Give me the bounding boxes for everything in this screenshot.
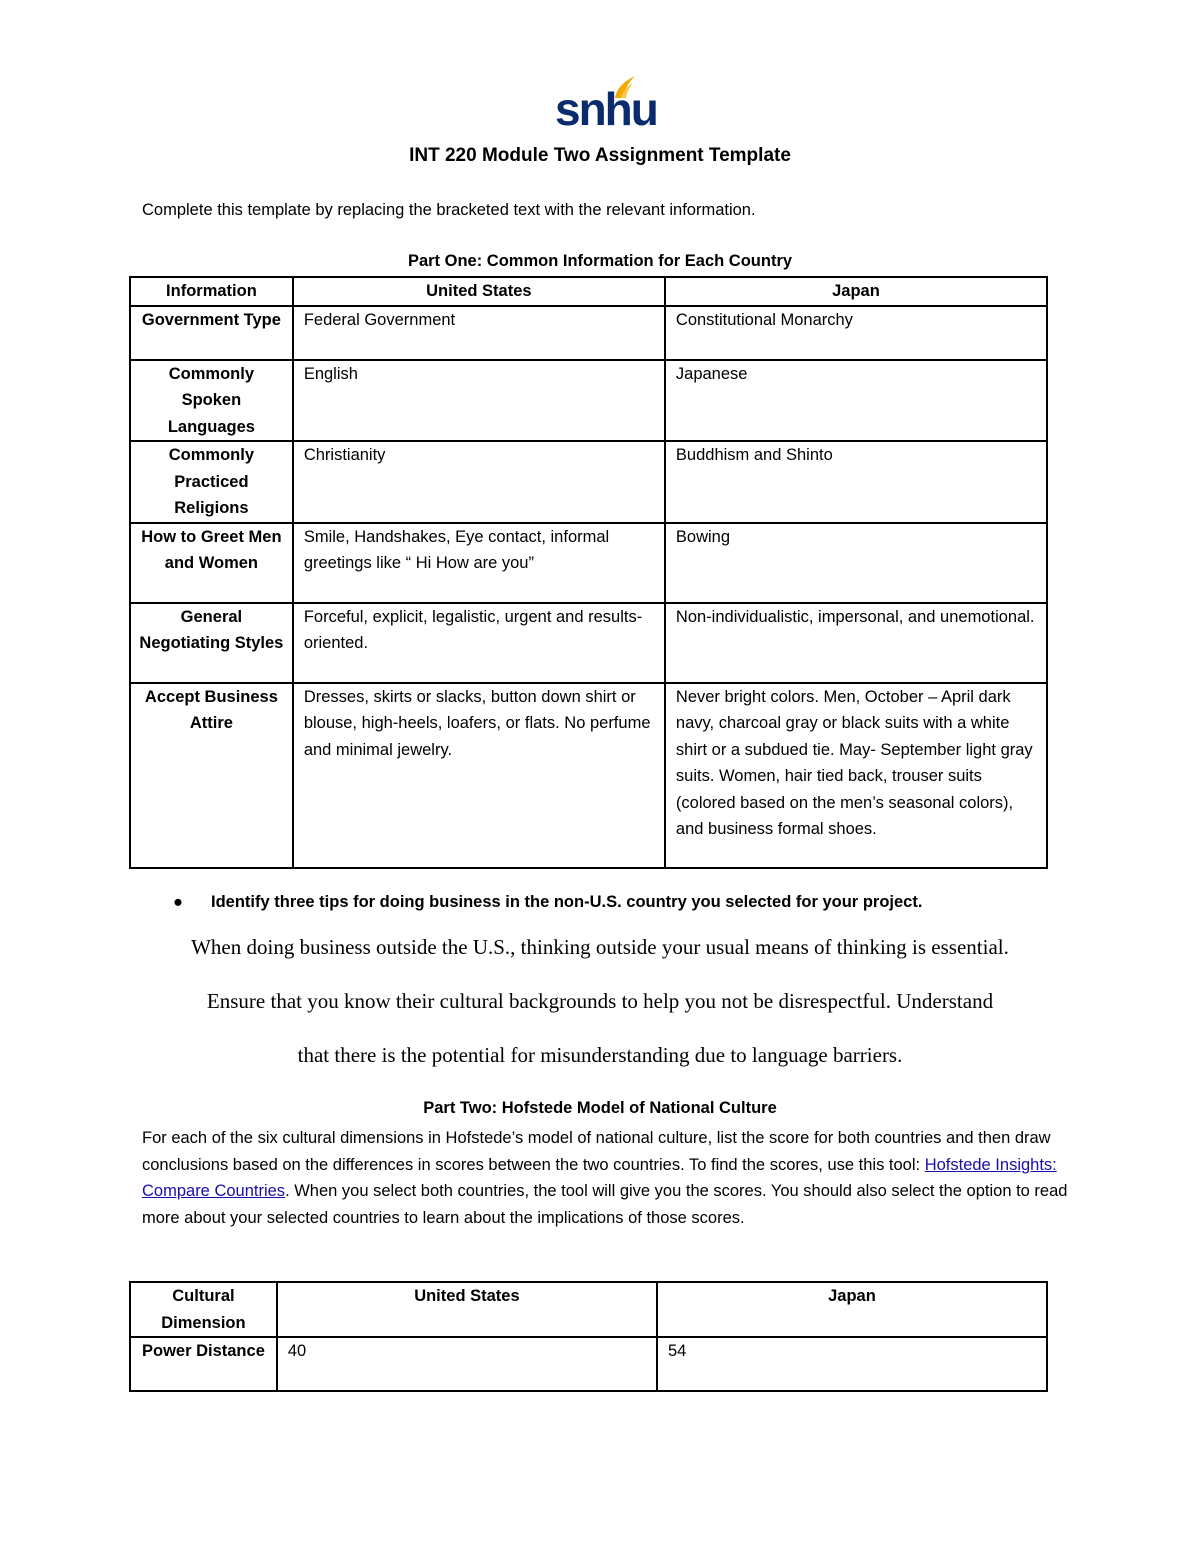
answer-line: Ensure that you know their cultural backgrounds to help you not be disrespectful. Understand xyxy=(206,989,994,1013)
table-row xyxy=(130,683,1047,868)
table-row xyxy=(130,523,1047,603)
us-cell: Federal Government xyxy=(293,306,665,360)
bullet-text: Identify three tips for doing business in the non-U.S. country you selected for your project. xyxy=(211,893,923,911)
header-japan: Japan xyxy=(657,1282,1047,1337)
us-cell: Smile, Handshakes, Eye contact, informal greetings like “ Hi How are you” xyxy=(293,523,665,603)
row-label: Accept Business Attire xyxy=(130,683,293,868)
us-cell: English xyxy=(293,360,665,442)
country-info-table xyxy=(129,276,1048,869)
row-label: Commonly Practiced Religions xyxy=(130,441,293,523)
row-label: Power Distance xyxy=(130,1337,277,1391)
document-title: INT 220 Module Two Assignment Template xyxy=(409,145,791,166)
bullet-item xyxy=(173,893,922,912)
logo-wordmark: snhu xyxy=(555,83,657,135)
hofstede-table xyxy=(129,1281,1048,1392)
instructions-text-continued: . When you select both countries, the tool will give you the scores. You should also select the option to read more about your selected countries to learn about the implications of those scores. xyxy=(142,1182,1068,1227)
header-japan: Japan xyxy=(665,277,1047,306)
answer-line: When doing business outside the U.S., thinking outside your usual means of thinking is essential. xyxy=(191,935,1009,959)
part-two-instructions xyxy=(142,1125,1072,1231)
hofstede-compare-link[interactable]: Hofstede Insights: Compare Countries xyxy=(142,1155,1057,1200)
table-row xyxy=(130,360,1047,442)
japan-cell: Japanese xyxy=(665,360,1047,442)
bullet-icon: ● xyxy=(173,893,183,911)
snhu-logo xyxy=(555,74,657,135)
japan-cell: Buddhism and Shinto xyxy=(665,441,1047,523)
japan-cell: Bowing xyxy=(665,523,1047,603)
table-row xyxy=(130,603,1047,683)
row-label: How to Greet Men and Women xyxy=(130,523,293,603)
answer-line: that there is the potential for misunderstanding due to language barriers. xyxy=(297,1043,903,1067)
intro-text: Complete this template by replacing the bracketed text with the relevant information. xyxy=(142,201,756,219)
us-cell: Dresses, skirts or slacks, button down shirt or blouse, high-heels, loafers, or flats. No perfume and minimal jewelry. xyxy=(293,683,665,868)
japan-cell: Never bright colors. Men, October – April dark navy, charcoal gray or black suits with a white shirt or a subdued tie. May- September light gray suits. Women, hair tied back, trouser suits (colored based on the men’s seasonal colors), and business formal shoes. xyxy=(665,683,1047,868)
header-information: Information xyxy=(130,277,293,306)
table-header-row xyxy=(130,277,1047,306)
table-header-row xyxy=(130,1282,1047,1337)
row-label: Government Type xyxy=(130,306,293,360)
us-cell: Forceful, explicit, legalistic, urgent and results- oriented. xyxy=(293,603,665,683)
row-label: General Negotiating Styles xyxy=(130,603,293,683)
us-score-cell: 40 xyxy=(277,1337,657,1391)
japan-score-cell: 54 xyxy=(657,1337,1047,1391)
table-row xyxy=(130,306,1047,360)
part-two-heading: Part Two: Hofstede Model of National Culture xyxy=(423,1099,777,1117)
japan-cell: Non-individualistic, impersonal, and unemotional. xyxy=(665,603,1047,683)
header-united-states: United States xyxy=(277,1282,657,1337)
row-label: Commonly Spoken Languages xyxy=(130,360,293,442)
header-cultural-dimension: Cultural Dimension xyxy=(130,1282,277,1337)
header-united-states: United States xyxy=(293,277,665,306)
table-row xyxy=(130,1337,1047,1391)
part-one-heading: Part One: Common Information for Each Country xyxy=(407,252,793,270)
us-cell: Christianity xyxy=(293,441,665,523)
table-row xyxy=(130,441,1047,523)
instructions-text: For each of the six cultural dimensions in Hofstede’s model of national culture, list the score for both countries and then draw conclusions based on the differences in scores between the two countries. To find the scores, use this tool: xyxy=(142,1129,1051,1174)
japan-cell: Constitutional Monarchy xyxy=(665,306,1047,360)
